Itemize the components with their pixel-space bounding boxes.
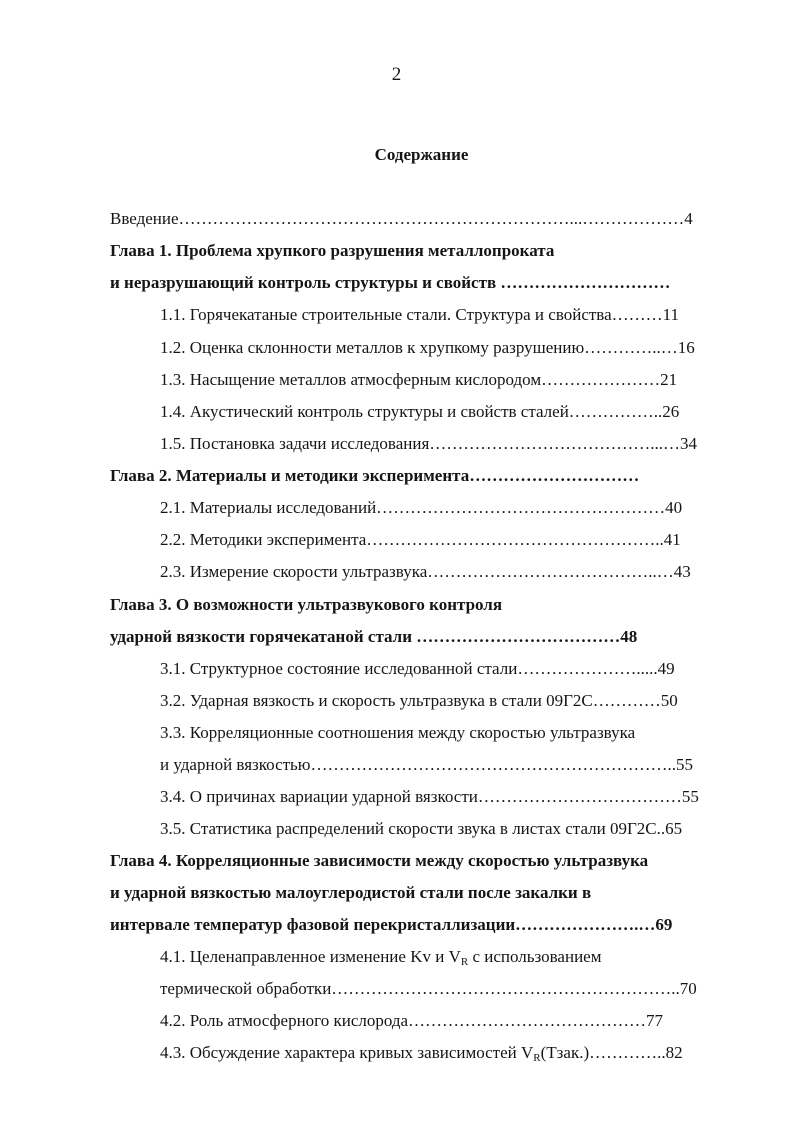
subscript-r: R: [533, 1052, 541, 1064]
toc-entry-4-1-text-b: с использованием: [468, 947, 602, 966]
toc-entry-2-3: 2.3. Измерение скорости ультразвука…………………………………..…43: [160, 562, 691, 581]
toc-entry-2-2: 2.2. Методики эксперимента……………………………………………..41: [160, 530, 681, 549]
toc-entry-3-5: 3.5. Статистика распределений скорости звука в листах стали 09Г2С..65: [160, 819, 683, 838]
subscript-r: R: [460, 956, 469, 968]
toc-chapter-1-line-1: Глава 1. Проблема хрупкого разрушения металлопроката: [110, 241, 555, 260]
toc-entry-1-3: 1.3. Насыщение металлов атмосферным кислородом…………………21: [160, 370, 678, 389]
toc-entry-1-5: 1.5. Постановка задачи исследования…………………………………...…34: [160, 434, 698, 453]
toc-chapter-3-line-1: Глава 3. О возможности ультразвукового контроля: [110, 595, 503, 614]
toc-chapter-4-line-3: интервале температур фазовой перекристаллизации………………….…69: [110, 915, 673, 934]
toc-entry-4-2: 4.2. Роль атмосферного кислорода……………………………………77: [160, 1011, 664, 1030]
toc-chapter-2: Глава 2. Материалы и методики эксперимента…………………………: [110, 466, 640, 485]
toc-entry-3-3-line-2: и ударной вязкостью………………………………………………………..55: [160, 755, 694, 774]
toc-entry-4-3: [160, 1043, 683, 1063]
toc-entry-4-1-line-1: [160, 947, 601, 967]
toc-chapter-4-line-1: Глава 4. Корреляционные зависимости между скоростью ультразвука: [110, 851, 649, 870]
toc-chapter-3-line-2: ударной вязкости горячекатаной стали ………………………………48: [110, 627, 638, 646]
page-number: 2: [391, 64, 402, 85]
toc-entry-3-3-line-1: 3.3. Корреляционные соотношения между скоростью ультразвука: [160, 723, 636, 742]
toc-entry-intro: Введение……………………………………………………………...………………4: [110, 209, 693, 228]
toc-entry-3-4: 3.4. О причинах вариации ударной вязкости………………………………55: [160, 787, 699, 806]
toc-chapter-1-line-2: и неразрушающий контроль структуры и свойств …………………………: [110, 273, 671, 292]
toc-entry-3-1: 3.1. Структурное состояние исследованной стали………………….....49: [160, 659, 675, 678]
toc-entry-3-2: 3.2. Ударная вязкость и скорость ультразвука в стали 09Г2С…………50: [160, 691, 678, 710]
toc-entry-4-3-text-b: (Тзак.)…………..82: [540, 1043, 683, 1062]
toc-title: Содержание: [374, 145, 469, 164]
toc-chapter-4-line-2: и ударной вязкостью малоуглеродистой стали после закалки в: [110, 883, 592, 902]
toc-entry-1-1: 1.1. Горячекатаные строительные стали. Структура и свойства………11: [160, 305, 680, 324]
toc-entry-1-4: 1.4. Акустический контроль структуры и свойств сталей……………..26: [160, 402, 680, 421]
toc-entry-4-1-text-a: 4.1. Целенаправленное изменение Kv и V: [160, 947, 461, 966]
toc-entry-4-3-text-a: 4.3. Обсуждение характера кривых зависимостей V: [160, 1043, 534, 1062]
toc-entry-1-2: 1.2. Оценка склонности металлов к хрупкому разрушению…………..…16: [160, 338, 695, 357]
toc-entry-4-1-line-2: термической обработки……………………………………………………..70: [160, 979, 697, 998]
toc-entry-2-1: 2.1. Материалы исследований……………………………………………40: [160, 498, 683, 517]
